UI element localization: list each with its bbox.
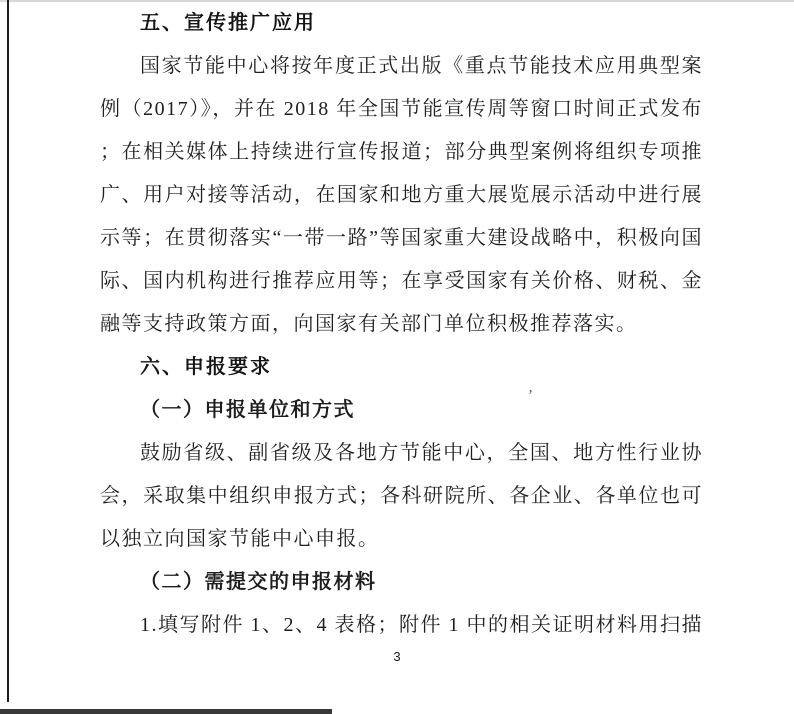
section-5-paragraph: 国家节能中心将按年度正式出版《重点节能技术应用典型案例（2017）》，并在 2018 年全国节能宣传周等窗口时间正式发布；在相关媒体上持续进行宣传报道；部分典型案例将组织专项推广、用户对接等活动，在国家和地方重大展览展示活动中进行展示等；在贯彻落实“一带一路”等国家重大建设战略中，积极向国际、国内机构进行推荐应用等；在享受国家有关价格、财税、金融等支持政策方面，向国家有关部门单位积极推荐落实。 <box>100 55 703 335</box>
section-6-sub-2-heading: （二）需提交的申报材料 <box>140 571 377 593</box>
document-body <box>100 2 703 647</box>
section-6-sub-1-paragraph: 鼓励省级、副省级及各地方节能中心，全国、地方性行业协会，采取集中组织申报方式；各科研院所、各企业、各单位也可以独立向国家节能中心申报。 <box>100 442 703 550</box>
scan-edge-left-line <box>7 0 9 702</box>
scan-edge-bottom <box>0 709 332 714</box>
section-6-sub-1-heading: （一）申报单位和方式 <box>140 399 355 421</box>
scan-stray-mark: ʼ <box>528 388 533 404</box>
page-number: 3 <box>393 649 401 664</box>
section-5-heading: 五、宣传推广应用 <box>140 12 316 34</box>
section-6-sub-2-paragraph: 1.填写附件 1、2、4 表格；附件 1 中的相关证明材料用扫描 <box>140 614 703 636</box>
section-6-heading: 六、申报要求 <box>140 356 272 378</box>
